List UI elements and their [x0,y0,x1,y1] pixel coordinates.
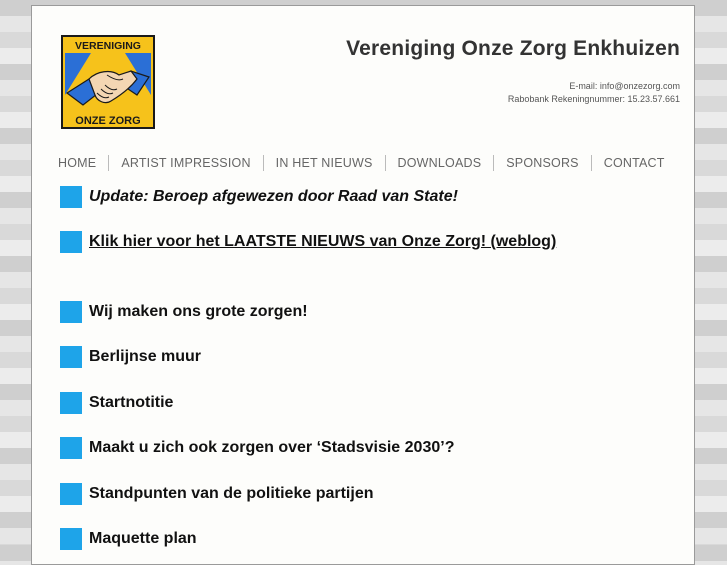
content-item-update[interactable] [60,186,458,208]
content-item-label: Wij maken ons grote zorgen! [89,303,308,320]
bank-account-line: Rabobank Rekeningnummer: 15.23.57.661 [507,94,680,104]
page-container [31,5,695,565]
content-item-label: Maquette plan [89,530,197,547]
content-item-berlijnse-muur[interactable] [60,346,201,368]
content-item-zorgen[interactable] [60,301,308,323]
site-logo[interactable] [61,35,155,129]
content-item-startnotitie[interactable] [60,392,173,414]
bullet-square-icon [60,528,82,550]
content-item-weblog-link[interactable] [60,231,556,253]
nav-downloads[interactable]: DOWNLOADS [386,155,495,171]
nav-home[interactable]: HOME [58,155,109,171]
content-item-label: Startnotitie [89,394,174,411]
bullet-square-icon [60,392,82,414]
content-item-label: Update: Beroep afgewezen door Raad van State! [89,188,458,205]
svg-text:ONZE ZORG: ONZE ZORG [75,115,141,127]
content-item-label: Standpunten van de politieke partijen [89,485,374,502]
nav-artist-impression[interactable]: ARTIST IMPRESSION [109,155,263,171]
main-nav [58,155,677,171]
bullet-square-icon [60,301,82,323]
bullet-square-icon [60,483,82,505]
bullet-square-icon [60,437,82,459]
nav-contact[interactable]: CONTACT [603,156,665,170]
content-item-label: Maakt u zich ook zorgen over ‘Stadsvisie 2030’? [89,439,455,456]
svg-text:VERENIGING: VERENIGING [75,40,141,52]
bullet-square-icon [60,186,82,208]
email-line[interactable]: E-mail: info@onzezorg.com [569,81,680,91]
contact-info [508,80,680,106]
nav-in-het-nieuws[interactable]: IN HET NIEUWS [264,155,386,171]
content-item-label: Klik hier voor het LAATSTE NIEUWS van Onze Zorg! (weblog) [89,233,557,250]
site-title: Vereniging Onze Zorg Enkhuizen [346,37,680,60]
content-item-maquette[interactable] [60,528,197,550]
bullet-square-icon [60,231,82,253]
content-item-label: Berlijnse muur [89,348,202,365]
nav-sponsors[interactable]: SPONSORS [494,155,591,171]
content-item-stadsvisie[interactable] [60,437,454,459]
handshake-icon [61,35,155,129]
bullet-square-icon [60,346,82,368]
content-item-standpunten[interactable] [60,483,373,505]
